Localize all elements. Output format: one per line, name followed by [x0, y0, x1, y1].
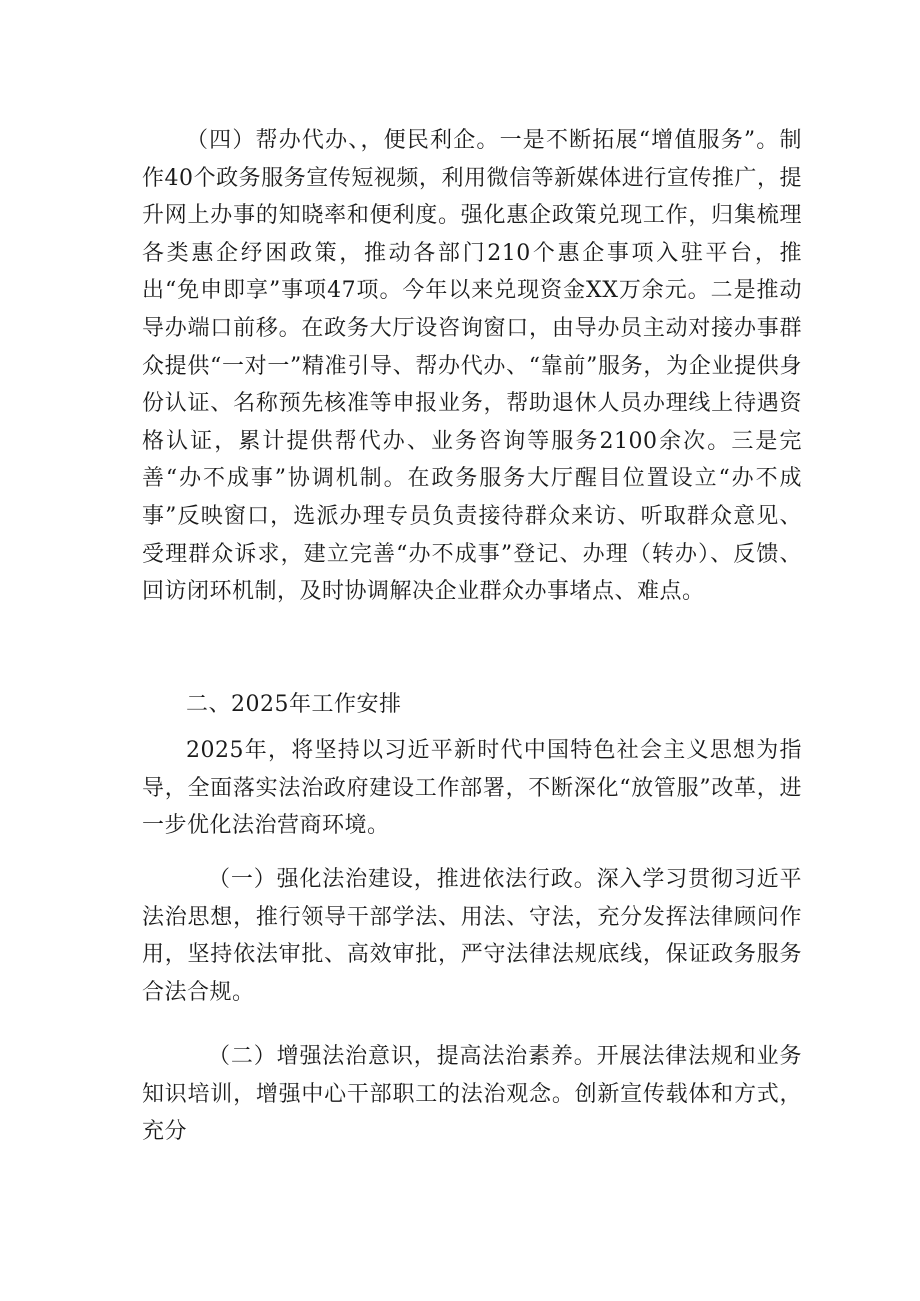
paragraph-service-assistance: （四）帮办代办、，便民利企。一是不断拓展“增值服务”。制作40个政务服务宣传短视频，利用微信等新媒体进行宣传推广，提升网上办事的知晓率和便利度。强化惠企政策兑现工作，归集梳理各类惠企纾困政策，推动各部门210个惠企事项入驻平台，推出“免申即享”事项47项。今年以来兑现资金XX万余元。二是推动导办端口前移。在政务大厅设咨询窗口，由导办员主动对接办事群众提供“一对一”精准引导、帮办代办、“靠前”服务，为企业提供身份认证、名称预先核准等申报业务，帮助退休人员办理线上待遇资格认证，累计提供帮代办、业务咨询等服务2100余次。三是完善“办不成事”协调机制。在政务服务大厅醒目位置设立“办不成事”反映窗口，选派办理专员负责接待群众来访、听取群众意见、受理群众诉求，建立完善“办不成事”登记、办理（转办）、反馈、回访闭环机制，及时协调解决企业群众办事堵点、难点。 — [142, 128, 802, 605]
paragraph-legal-awareness: （二）增强法治意识，提高法治素养。开展法律法规和业务知识培训，增强中心干部职工的法治观念。创新宣传载体和方式，充分 — [142, 1044, 802, 1145]
paragraph-rule-of-law-construction: （一）强化法治建设，推进依法行政。深入学习贯彻习近平法治思想，推行领导干部学法、用法、守法，充分发挥法律顾问作用，坚持依法审批、高效审批，严守法律法规底线，保证政务服务合法合规。 — [142, 867, 802, 1005]
paragraph-2025-overview: 2025年，将坚持以习近平新时代中国特色社会主义思想为指导，全面落实法治政府建设工作部署，不断深化“放管服”改革，进一步优化法治营商环境。 — [142, 738, 802, 839]
section-heading-2025-plan: 二、2025年工作安排 — [186, 692, 402, 717]
